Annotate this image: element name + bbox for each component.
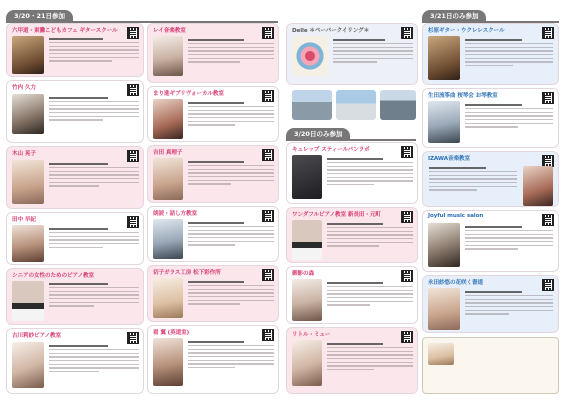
- listing-photo: [12, 36, 44, 74]
- listing-title: IZAWA音楽教室: [428, 156, 470, 162]
- listing-photo: [428, 223, 460, 267]
- promo-banner: [422, 337, 559, 394]
- qr-code-icon: [542, 92, 554, 104]
- qr-code-icon: [127, 84, 139, 96]
- listing-photo: [428, 288, 460, 330]
- qr-code-icon: [542, 279, 554, 291]
- listing-description: [188, 341, 274, 371]
- listing-photo: [153, 99, 183, 139]
- listing-card: [286, 266, 418, 324]
- listing-card: [6, 268, 144, 325]
- listing-description: [327, 282, 413, 308]
- listing-card: [6, 80, 144, 143]
- listing-title: レイ音楽教室: [153, 28, 186, 34]
- listing-description: [465, 39, 553, 69]
- listing-card: [147, 145, 279, 203]
- tab-day1: 3/20・21日参加: [6, 10, 73, 22]
- listing-photo: [12, 160, 44, 204]
- listing-title: 竹内 久力: [12, 85, 36, 91]
- qr-code-icon: [127, 332, 139, 344]
- listing-title: 御影の森: [292, 271, 314, 277]
- listing-description: [327, 158, 413, 188]
- listing-description: [327, 223, 413, 249]
- listing-title: Joyful music salon: [428, 213, 484, 219]
- listing-card: [6, 212, 144, 265]
- listing-title: 田中 早紀: [12, 217, 36, 223]
- listing-card: [147, 206, 279, 262]
- listing-photo: [292, 155, 322, 199]
- venue-photo: [380, 90, 416, 120]
- listing-description: [465, 104, 553, 130]
- qr-code-icon: [401, 146, 413, 158]
- listing-card: [6, 23, 144, 77]
- listing-photo: [292, 340, 322, 386]
- listing-photo: [12, 281, 44, 321]
- listing-description: [429, 167, 517, 193]
- listing-photo: [12, 342, 44, 388]
- listing-card: [147, 325, 279, 394]
- listing-photo: [428, 101, 460, 143]
- listing-photo: [153, 158, 183, 200]
- listing-title: キュレップ スティールパンラボ: [292, 147, 370, 153]
- listing-title: 六甲道・東灘こどもカフェ ギタースクール: [12, 28, 118, 34]
- listing-description: [465, 226, 553, 252]
- listing-title: 看 翼 (英道室): [153, 330, 190, 336]
- listing-card: [147, 23, 279, 83]
- listing-title: 吉田 真理子: [153, 150, 183, 156]
- listing-card: [422, 210, 559, 272]
- listing-description: [49, 38, 139, 64]
- qr-code-icon: [262, 90, 274, 102]
- banner-photo: [428, 343, 454, 365]
- qr-code-icon: [262, 149, 274, 161]
- listing-title: 杉原ギター・ウクレレスクール: [428, 28, 505, 34]
- listing-description: [465, 291, 553, 317]
- qr-code-icon: [542, 214, 554, 226]
- qr-code-icon: [127, 150, 139, 162]
- qr-code-icon: [262, 269, 274, 281]
- listing-description: [188, 281, 274, 307]
- qr-code-icon: [542, 27, 554, 39]
- venue-photo: [292, 90, 332, 120]
- tab-day2: 3/20日のみ参加: [286, 128, 350, 140]
- listing-card: [286, 23, 418, 85]
- listing-photo: [12, 94, 44, 134]
- listing-card: [286, 207, 418, 263]
- venue-photo: [336, 90, 376, 120]
- listing-description: [188, 161, 274, 187]
- qr-code-icon: [262, 27, 274, 39]
- listing-title: 切子ガラス工房 松下彩作所: [153, 270, 221, 276]
- qr-code-icon: [262, 329, 274, 341]
- listing-card: [422, 23, 559, 85]
- listing-description: [49, 97, 139, 123]
- listing-photo: [12, 225, 44, 262]
- listing-photo: [153, 338, 183, 386]
- listing-description: [188, 102, 274, 128]
- listing-description: [188, 222, 274, 248]
- listing-card: [422, 151, 559, 207]
- listing-title: シニアの女性のためのピアノ教室: [12, 273, 94, 279]
- listing-description: [333, 39, 413, 65]
- listing-card: [147, 265, 279, 322]
- listing-card: [6, 328, 144, 394]
- listing-photo: [153, 219, 183, 259]
- listing-title: 古川莉紗ピアノ教室: [12, 333, 61, 339]
- qr-code-icon: [401, 331, 413, 343]
- listing-card: [422, 88, 559, 148]
- listing-title: 木山 晃子: [12, 151, 36, 157]
- listing-card: [422, 275, 559, 333]
- listing-photo: [292, 220, 322, 260]
- listing-title: ワンダフルピアノ教室 新長田・元町: [292, 212, 381, 218]
- listing-photo: [153, 278, 183, 318]
- listing-card: [6, 146, 144, 209]
- listing-photo: [428, 36, 460, 80]
- tab-day3: 3/21日のみ参加: [422, 10, 486, 22]
- listing-title: まり進ギプリヴォーカル教室: [153, 91, 224, 97]
- listing-description: [49, 283, 139, 309]
- listing-card: [147, 86, 279, 142]
- qr-code-icon: [401, 27, 413, 39]
- listing-title: 永田紗悠の花咲く書道: [428, 280, 483, 286]
- listing-title: 朗読・話し方教室: [153, 211, 197, 217]
- listing-photo: [153, 36, 183, 76]
- listing-photo: [523, 166, 553, 206]
- listing-description: [327, 343, 413, 373]
- qr-code-icon: [401, 211, 413, 223]
- listing-photo: [292, 36, 328, 76]
- listing-title: 生田流筝曲 桜琴会 お琴教室: [428, 93, 498, 99]
- listing-card: [286, 327, 418, 394]
- listing-description: [49, 228, 139, 250]
- qr-code-icon: [262, 210, 274, 222]
- listing-description: [188, 39, 274, 65]
- listing-title: Delle ＊ペーパークイリング＊: [292, 28, 370, 34]
- listing-description: [49, 345, 139, 375]
- divider-day2: [286, 139, 416, 141]
- listing-card: [286, 142, 418, 204]
- qr-code-icon: [401, 270, 413, 282]
- listing-description: [49, 163, 139, 189]
- listing-photo: [292, 279, 322, 321]
- listing-title: リトル・ミュー: [292, 332, 331, 338]
- qr-code-icon: [127, 216, 139, 228]
